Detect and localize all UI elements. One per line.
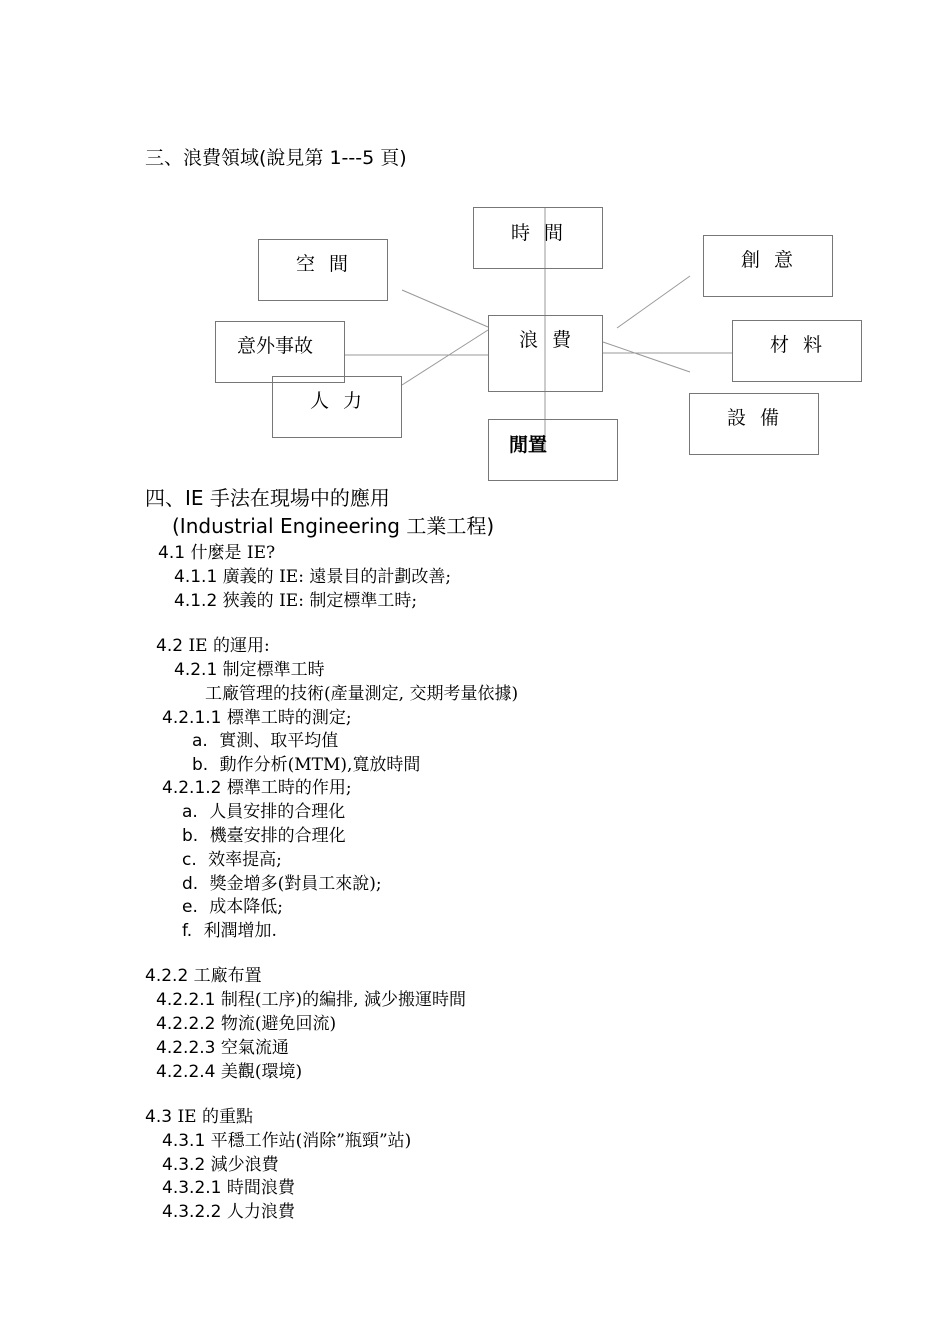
outline-number: 4.2.2.1 (156, 990, 216, 1010)
outline-text: 機臺安排的合理化 (209, 826, 346, 846)
node-space (258, 239, 388, 301)
outline-line (174, 655, 325, 680)
node-center-waste (488, 315, 603, 392)
node-accident (215, 321, 345, 383)
outline-number: b. (192, 755, 209, 775)
outline-text: 廣義的 IE: 遠景目的計劃改善; (222, 567, 452, 587)
node-equipment (689, 393, 819, 455)
node-time (473, 207, 603, 269)
outline-text: 人力浪費 (226, 1202, 295, 1222)
outline-line (162, 703, 352, 728)
outline-text: 空氣流通 (220, 1038, 289, 1058)
outline-number: b. (182, 826, 199, 846)
connector-equipment (603, 342, 690, 372)
outline-text: 動作分析(MTM),寬放時間 (219, 755, 421, 775)
outline-line (162, 1126, 411, 1151)
outline-number: 4.2.1.2 (162, 778, 222, 798)
outline-line (205, 679, 518, 704)
outline-line (182, 821, 346, 846)
outline-text: 標準工時的測定; (226, 708, 352, 728)
outline-text: 效率提高; (208, 850, 282, 870)
outline-line (182, 845, 282, 870)
outline-text: 平穩工作站(消除”瓶頸”站) (210, 1131, 412, 1151)
outline-number: a. (182, 802, 198, 822)
outline-number: 4.2.2.4 (156, 1062, 216, 1082)
node-creativity-label: 創 意 (741, 249, 798, 271)
outline-text: 利潤增加. (203, 921, 277, 941)
outline-number: 4.2 (156, 636, 184, 656)
outline-number: 4.3.1 (162, 1131, 206, 1151)
outline-line (182, 869, 382, 894)
outline-text: 什麼是 IE? (190, 543, 276, 563)
section-3-title: 三、浪費領域(說見第 1---5 頁) (145, 147, 407, 169)
outline-number: d. (182, 874, 199, 894)
node-creativity (703, 235, 833, 297)
outline-line (162, 1150, 279, 1175)
outline-text: 制程(工序)的編排, 減少搬運時間 (220, 990, 466, 1010)
outline-text: 實測、取平均值 (219, 731, 339, 751)
outline-line (156, 985, 466, 1010)
outline-line (182, 916, 277, 941)
node-material (732, 320, 862, 382)
outline-number: 4.2.1.1 (162, 708, 222, 728)
section-4-subtitle: (Industrial Engineering 工業工程) (172, 514, 495, 538)
outline-line (182, 797, 345, 822)
outline-line (174, 586, 417, 611)
outline-text: 工廠管理的技術(產量測定, 交期考量依據) (205, 684, 519, 704)
outline-text: 成本降低; (209, 897, 284, 917)
outline-line (174, 562, 451, 587)
outline-line (162, 773, 352, 798)
outline-text: 狹義的 IE: 制定標準工時; (222, 591, 418, 611)
outline-number: 4.3 (145, 1107, 173, 1127)
outline-number: 4.2.2.2 (156, 1014, 216, 1034)
outline-text: 物流(避免回流) (220, 1014, 337, 1034)
outline-line (145, 1102, 253, 1127)
outline-number: 4.3.2.1 (162, 1178, 222, 1198)
node-equipment-label: 設 備 (727, 407, 784, 429)
outline-line (192, 750, 420, 775)
outline-number: 4.2.2.3 (156, 1038, 216, 1058)
connector-manpower (402, 330, 488, 385)
outline-text: 美觀(環境) (220, 1062, 303, 1082)
outline-text: 減少浪費 (210, 1155, 279, 1175)
outline-number: 4.2.1 (174, 660, 218, 680)
outline-number: f. (182, 921, 193, 941)
outline-number: 4.1.2 (174, 591, 218, 611)
outline-text: IE 的重點 (177, 1107, 253, 1127)
outline-text: 時間浪費 (226, 1178, 295, 1198)
outline-line (145, 961, 262, 986)
node-time-label: 時 間 (511, 222, 568, 244)
outline-line (156, 1057, 302, 1082)
outline-text: 制定標準工時 (222, 660, 325, 680)
outline-number: c. (182, 850, 197, 870)
outline-line (162, 1197, 295, 1222)
outline-text: 人員安排的合理化 (209, 802, 346, 822)
outline-text: 獎金增多(對員工來說); (209, 874, 382, 894)
outline-line (182, 892, 283, 917)
outline-number: a. (192, 731, 208, 751)
node-material-label: 材 料 (770, 334, 827, 356)
node-manpower (272, 376, 402, 438)
outline-number: 4.2.2 (145, 966, 189, 986)
outline-line (162, 1173, 295, 1198)
connector-space (402, 290, 488, 327)
node-accident-label: 意外事故 (237, 335, 314, 357)
node-idle (488, 419, 618, 481)
outline-line (156, 1009, 336, 1034)
outline-line (158, 538, 275, 563)
section-4-title: 四、IE 手法在現場中的應用 (145, 486, 390, 510)
waste-diagram (0, 0, 950, 470)
outline-line (192, 726, 338, 751)
node-center-label: 浪 費 (519, 329, 576, 351)
outline-number: e. (182, 897, 198, 917)
outline-line (156, 631, 270, 656)
node-space-label: 空 間 (296, 253, 353, 275)
connector-creativity (617, 276, 690, 328)
outline-number: 4.3.2.2 (162, 1202, 222, 1222)
outline-text: 工廠布置 (193, 966, 262, 986)
outline-line (156, 1033, 289, 1058)
node-manpower-label: 人 力 (310, 390, 367, 412)
outline-text: IE 的運用: (188, 636, 270, 656)
outline-number: 4.1 (158, 543, 186, 563)
outline-text: 標準工時的作用; (226, 778, 352, 798)
outline-number: 4.1.1 (174, 567, 218, 587)
node-idle-label: 閒置 (509, 434, 548, 456)
outline-number: 4.3.2 (162, 1155, 206, 1175)
